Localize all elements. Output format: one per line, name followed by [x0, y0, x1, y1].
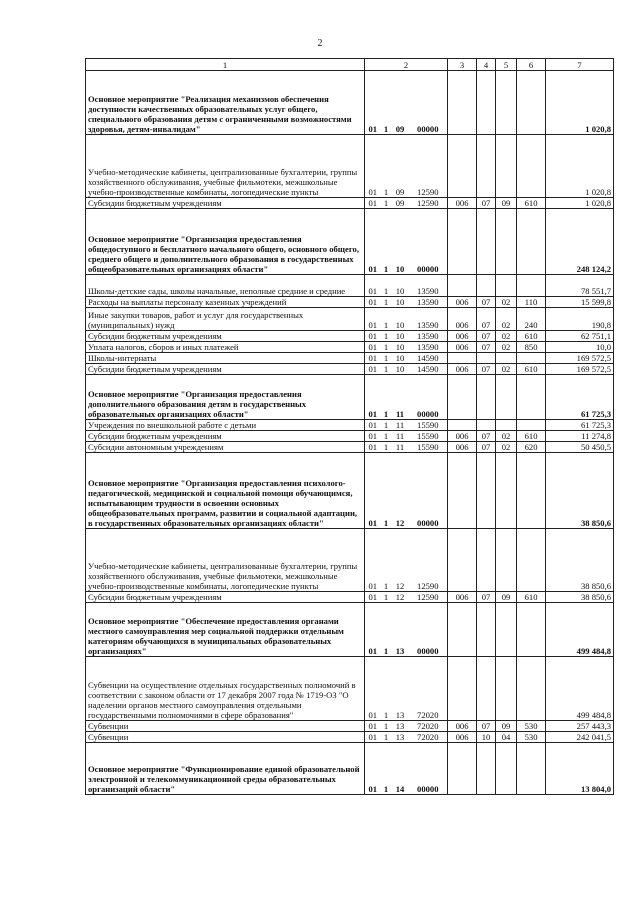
direction-code: 13590	[409, 275, 448, 297]
event-code: 12	[392, 529, 409, 592]
subprogram-code: 1	[381, 297, 392, 308]
program-code: 01	[365, 721, 381, 732]
row-name: Основное мероприятие "Организация предоставления дополнительного образования детям в государственных образовательных организациях области"	[86, 375, 365, 420]
direction-code: 13590	[409, 342, 448, 353]
event-code: 13	[392, 721, 409, 732]
section-code: 07	[477, 431, 496, 442]
program-code: 01	[365, 308, 381, 331]
amount: 1 020,8	[546, 198, 614, 209]
event-code: 11	[392, 375, 409, 420]
section-code: 07	[477, 297, 496, 308]
amount: 499 484,8	[546, 657, 614, 721]
event-code: 12	[392, 453, 409, 529]
subsection-code	[496, 375, 517, 420]
row-name: Субвенции	[86, 732, 365, 743]
amount: 11 274,8	[546, 431, 614, 442]
row-name: Основное мероприятие "Реализация механизмов обеспечения доступности качественных образовательных услуг общего, специального образования детям с ограниченными возможностями здоровья, детям-инвалидам"	[86, 71, 365, 135]
event-code: 10	[392, 364, 409, 375]
program-code: 01	[365, 209, 381, 275]
event-code: 10	[392, 331, 409, 342]
subprogram-code: 1	[381, 364, 392, 375]
section-code: 07	[477, 592, 496, 603]
amount: 169 572,5	[546, 364, 614, 375]
row-name: Основное мероприятие "Организация предоставления общедоступного и бесплатного начального общего, основного общего, среднего общего и дополнительного образования в государственных общеобразовательных организациях области"	[86, 209, 365, 275]
subsection-code: 02	[496, 364, 517, 375]
amount: 38 850,6	[546, 529, 614, 592]
expense-type-code: 610	[517, 198, 546, 209]
subprogram-code: 1	[381, 275, 392, 297]
row-name: Школы-детские сады, школы начальные, неполные средние и средние	[86, 275, 365, 297]
program-code: 01	[365, 353, 381, 364]
row-name: Учебно-методические кабинеты, централизованные бухгалтерии, группы хозяйственного обслуживания, учебные фильмотеки, межшкольные учебно-производственные комбинаты, логопедические пункты	[86, 529, 365, 592]
amount: 1 020,8	[546, 71, 614, 135]
subprogram-code: 1	[381, 353, 392, 364]
table-body	[86, 71, 614, 795]
row-name: Субвенции	[86, 721, 365, 732]
table-row	[86, 331, 614, 342]
table-row	[86, 135, 614, 198]
amount: 248 124,2	[546, 209, 614, 275]
event-code: 10	[392, 342, 409, 353]
section-code: 07	[477, 442, 496, 453]
expense-type-code	[517, 71, 546, 135]
table-row	[86, 529, 614, 592]
subprogram-code: 1	[381, 209, 392, 275]
table-row	[86, 71, 614, 135]
ministry-code: 006	[448, 592, 477, 603]
ministry-code	[448, 353, 477, 364]
direction-code: 12590	[409, 198, 448, 209]
event-code: 10	[392, 275, 409, 297]
amount: 13 804,0	[546, 743, 614, 795]
row-name: Учебно-методические кабинеты, централизованные бухгалтерии, группы хозяйственного обслуживания, учебные фильмотеки, межшкольные учебно-производственные комбинаты, логопедические пункты	[86, 135, 365, 198]
table-row	[86, 603, 614, 657]
direction-code: 00000	[409, 71, 448, 135]
expense-type-code	[517, 657, 546, 721]
ministry-code: 006	[448, 732, 477, 743]
expense-type-code: 610	[517, 431, 546, 442]
event-code: 12	[392, 592, 409, 603]
table-row	[86, 732, 614, 743]
direction-code: 15590	[409, 442, 448, 453]
row-name: Учреждения по внешкольной работе с детьми	[86, 420, 365, 431]
subsection-code	[496, 657, 517, 721]
direction-code: 00000	[409, 603, 448, 657]
event-code: 13	[392, 603, 409, 657]
header-col-1: 1	[86, 59, 365, 71]
ministry-code	[448, 275, 477, 297]
amount: 257 443,3	[546, 721, 614, 732]
program-code: 01	[365, 592, 381, 603]
expense-type-code	[517, 135, 546, 198]
row-name: Субвенции на осуществление отдельных государственных полномочий в соответствии с законом области от 17 декабря 2007 года № 1719-ОЗ "О наделении органов местного самоуправления отдельными государственными полномочиями в сфере образования"	[86, 657, 365, 721]
ministry-code: 006	[448, 342, 477, 353]
direction-code: 00000	[409, 453, 448, 529]
program-code: 01	[365, 375, 381, 420]
header-col-2: 2	[365, 59, 448, 71]
ministry-code: 006	[448, 364, 477, 375]
subprogram-code: 1	[381, 71, 392, 135]
program-code: 01	[365, 71, 381, 135]
ministry-code: 006	[448, 198, 477, 209]
event-code: 11	[392, 420, 409, 431]
row-name: Субсидии бюджетным учреждениям	[86, 198, 365, 209]
section-code: 07	[477, 342, 496, 353]
section-code: 07	[477, 721, 496, 732]
direction-code: 00000	[409, 209, 448, 275]
direction-code: 12590	[409, 592, 448, 603]
row-name: Основное мероприятие "Организация предоставления психолого-педагогической, медицинской и социальной помощи обучающимся, испытывающим трудности в освоении основных общеобразовательных программ, развитии и социальной адаптации, в государственных образовательных организациях области"	[86, 453, 365, 529]
section-code	[477, 657, 496, 721]
ministry-code	[448, 529, 477, 592]
header-col-4: 4	[477, 59, 496, 71]
event-code: 11	[392, 431, 409, 442]
direction-code: 14590	[409, 353, 448, 364]
program-code: 01	[365, 342, 381, 353]
ministry-code	[448, 135, 477, 198]
program-code: 01	[365, 420, 381, 431]
ministry-code	[448, 71, 477, 135]
expense-type-code: 530	[517, 721, 546, 732]
ministry-code: 006	[448, 431, 477, 442]
expense-type-code: 610	[517, 592, 546, 603]
table-row	[86, 198, 614, 209]
amount: 10,0	[546, 342, 614, 353]
direction-code: 12590	[409, 529, 448, 592]
program-code: 01	[365, 657, 381, 721]
subprogram-code: 1	[381, 308, 392, 331]
subprogram-code: 1	[381, 721, 392, 732]
section-code	[477, 603, 496, 657]
program-code: 01	[365, 135, 381, 198]
direction-code: 14590	[409, 364, 448, 375]
subprogram-code: 1	[381, 342, 392, 353]
budget-table	[85, 58, 614, 795]
subsection-code	[496, 71, 517, 135]
amount: 190,8	[546, 308, 614, 331]
subsection-code: 09	[496, 592, 517, 603]
event-code: 13	[392, 732, 409, 743]
subprogram-code: 1	[381, 442, 392, 453]
section-code: 07	[477, 198, 496, 209]
subsection-code: 02	[496, 331, 517, 342]
ministry-code	[448, 453, 477, 529]
section-code	[477, 209, 496, 275]
row-name: Субсидии бюджетным учреждениям	[86, 364, 365, 375]
expense-type-code: 240	[517, 308, 546, 331]
subsection-code	[496, 135, 517, 198]
amount: 15 599,8	[546, 297, 614, 308]
subsection-code	[496, 275, 517, 297]
subprogram-code: 1	[381, 603, 392, 657]
subsection-code: 02	[496, 342, 517, 353]
amount: 169 572,5	[546, 353, 614, 364]
event-code: 13	[392, 657, 409, 721]
table-row	[86, 308, 614, 331]
program-code: 01	[365, 198, 381, 209]
direction-code: 00000	[409, 743, 448, 795]
row-name: Школы-интернаты	[86, 353, 365, 364]
event-code: 10	[392, 297, 409, 308]
header-col-5: 5	[496, 59, 517, 71]
program-code: 01	[365, 603, 381, 657]
section-code: 07	[477, 308, 496, 331]
section-code	[477, 353, 496, 364]
subsection-code: 02	[496, 442, 517, 453]
row-name: Расходы на выплаты персоналу казенных учреждений	[86, 297, 365, 308]
table-row	[86, 375, 614, 420]
direction-code: 72020	[409, 657, 448, 721]
ministry-code: 006	[448, 308, 477, 331]
ministry-code	[448, 657, 477, 721]
program-code: 01	[365, 453, 381, 529]
header-col-7: 7	[546, 59, 614, 71]
section-code	[477, 453, 496, 529]
page-number: 2	[317, 38, 323, 49]
section-code	[477, 135, 496, 198]
table-row	[86, 442, 614, 453]
direction-code: 13590	[409, 331, 448, 342]
amount: 38 850,6	[546, 592, 614, 603]
amount: 1 020,8	[546, 135, 614, 198]
expense-type-code	[517, 743, 546, 795]
program-code: 01	[365, 442, 381, 453]
direction-code: 72020	[409, 732, 448, 743]
direction-code: 15590	[409, 431, 448, 442]
subsection-code	[496, 743, 517, 795]
amount: 78 551,7	[546, 275, 614, 297]
ministry-code	[448, 743, 477, 795]
subprogram-code: 1	[381, 375, 392, 420]
ministry-code	[448, 420, 477, 431]
program-code: 01	[365, 331, 381, 342]
section-code	[477, 375, 496, 420]
expense-type-code: 620	[517, 442, 546, 453]
subsection-code: 02	[496, 297, 517, 308]
direction-code: 00000	[409, 375, 448, 420]
expense-type-code: 110	[517, 297, 546, 308]
subsection-code: 04	[496, 732, 517, 743]
ministry-code	[448, 209, 477, 275]
subprogram-code: 1	[381, 431, 392, 442]
direction-code: 13590	[409, 297, 448, 308]
subsection-code: 02	[496, 431, 517, 442]
program-code: 01	[365, 732, 381, 743]
expense-type-code	[517, 209, 546, 275]
subprogram-code: 1	[381, 657, 392, 721]
amount: 61 725,3	[546, 420, 614, 431]
expense-type-code	[517, 353, 546, 364]
section-code	[477, 743, 496, 795]
table-row	[86, 431, 614, 442]
subsection-code	[496, 529, 517, 592]
subsection-code	[496, 420, 517, 431]
event-code: 14	[392, 743, 409, 795]
amount: 50 450,5	[546, 442, 614, 453]
subprogram-code: 1	[381, 732, 392, 743]
expense-type-code: 610	[517, 364, 546, 375]
expense-type-code: 610	[517, 331, 546, 342]
amount: 499 484,8	[546, 603, 614, 657]
event-code: 09	[392, 71, 409, 135]
header-col-3: 3	[448, 59, 477, 71]
ministry-code	[448, 375, 477, 420]
ministry-code: 006	[448, 331, 477, 342]
row-name: Субсидии бюджетным учреждениям	[86, 431, 365, 442]
event-code: 10	[392, 209, 409, 275]
direction-code: 12590	[409, 135, 448, 198]
subprogram-code: 1	[381, 198, 392, 209]
subprogram-code: 1	[381, 743, 392, 795]
event-code: 11	[392, 442, 409, 453]
amount: 38 850,6	[546, 453, 614, 529]
expense-type-code: 530	[517, 732, 546, 743]
subprogram-code: 1	[381, 529, 392, 592]
table-row	[86, 420, 614, 431]
subsection-code	[496, 353, 517, 364]
ministry-code: 006	[448, 442, 477, 453]
expense-type-code	[517, 453, 546, 529]
event-code: 09	[392, 135, 409, 198]
subsection-code	[496, 453, 517, 529]
expense-type-code: 850	[517, 342, 546, 353]
expense-type-code	[517, 375, 546, 420]
program-code: 01	[365, 275, 381, 297]
expense-type-code	[517, 420, 546, 431]
table-row	[86, 743, 614, 795]
event-code: 10	[392, 353, 409, 364]
row-name: Иные закупки товаров, работ и услуг для государственных (муниципальных) нужд	[86, 308, 365, 331]
subsection-code: 09	[496, 198, 517, 209]
program-code: 01	[365, 297, 381, 308]
program-code: 01	[365, 364, 381, 375]
program-code: 01	[365, 431, 381, 442]
direction-code: 13590	[409, 308, 448, 331]
amount: 242 041,5	[546, 732, 614, 743]
row-name: Субсидии бюджетным учреждениям	[86, 592, 365, 603]
row-name: Уплата налогов, сборов и иных платежей	[86, 342, 365, 353]
row-name: Основное мероприятие "Обеспечение предоставления органами местного самоуправления мер социальной поддержки отдельным категориям обучающихся в муниципальных образовательных организациях"	[86, 603, 365, 657]
subprogram-code: 1	[381, 135, 392, 198]
subsection-code	[496, 209, 517, 275]
subsection-code: 02	[496, 308, 517, 331]
table-row	[86, 353, 614, 364]
direction-code: 72020	[409, 721, 448, 732]
table-row	[86, 592, 614, 603]
subsection-code	[496, 603, 517, 657]
event-code: 10	[392, 308, 409, 331]
subprogram-code: 1	[381, 331, 392, 342]
table-row	[86, 275, 614, 297]
table-row	[86, 209, 614, 275]
subprogram-code: 1	[381, 453, 392, 529]
subprogram-code: 1	[381, 420, 392, 431]
amount: 61 725,3	[546, 375, 614, 420]
table-row	[86, 657, 614, 721]
expense-type-code	[517, 603, 546, 657]
row-name: Основное мероприятие "Функционирование единой образовательной электронной и телекоммуникационной среды образовательных организаций области"	[86, 743, 365, 795]
ministry-code: 006	[448, 297, 477, 308]
table-row	[86, 364, 614, 375]
section-code: 07	[477, 331, 496, 342]
section-code	[477, 529, 496, 592]
ministry-code: 006	[448, 721, 477, 732]
table-row	[86, 721, 614, 732]
ministry-code	[448, 603, 477, 657]
direction-code: 15590	[409, 420, 448, 431]
header-col-6: 6	[517, 59, 546, 71]
table-row	[86, 297, 614, 308]
section-code: 10	[477, 732, 496, 743]
program-code: 01	[365, 743, 381, 795]
expense-type-code	[517, 275, 546, 297]
section-code	[477, 275, 496, 297]
section-code	[477, 420, 496, 431]
row-name: Субсидии бюджетным учреждениям	[86, 331, 365, 342]
expense-type-code	[517, 529, 546, 592]
event-code: 09	[392, 198, 409, 209]
section-code: 07	[477, 364, 496, 375]
header-row	[86, 59, 614, 71]
subprogram-code: 1	[381, 592, 392, 603]
row-name: Субсидии автономным учреждениям	[86, 442, 365, 453]
section-code	[477, 71, 496, 135]
amount: 62 751,1	[546, 331, 614, 342]
program-code: 01	[365, 529, 381, 592]
table-row	[86, 342, 614, 353]
table-row	[86, 453, 614, 529]
subsection-code: 09	[496, 721, 517, 732]
